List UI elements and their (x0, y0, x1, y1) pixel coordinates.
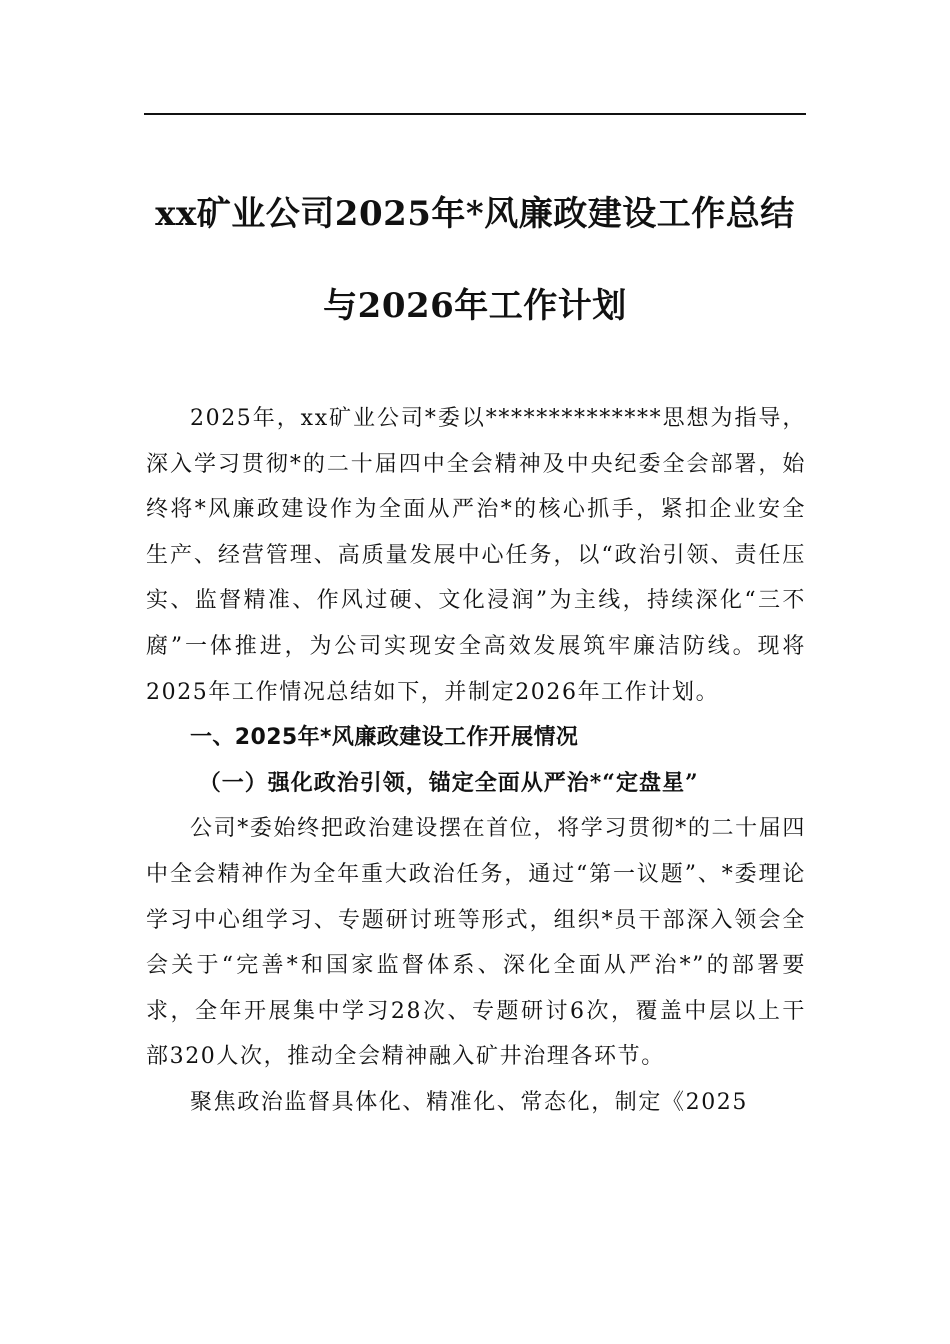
body-paragraph-2: 聚焦政治监督具体化、精准化、常态化，制定《2025 (190, 1089, 748, 1115)
header-rule (144, 113, 806, 115)
subsection-heading-1: （一）强化政治引领，锚定全面从严治*“定盘星” (198, 769, 699, 796)
section-heading-1: 一、2025年*风廉政建设工作开展情况 (190, 725, 579, 751)
document-body (146, 396, 806, 1126)
body-paragraph-1: 公司*委始终把政治建设摆在首位，将学习贯彻*的二十届四中全会精神作为全年重大政治任务，通过“第一议题”、*委理论学习中心组学习、专题研讨班等形式，组织*员干部深入领会全会关于“完善*和国家监督体系、深化全面从严治*”的部署要求，全年开展集中学习28次、专题研讨6次，覆盖中层以上干部320人次，推动全会精神融入矿井治理各环节。 (146, 816, 806, 1070)
intro-paragraph: 2025年，xx矿业公司*委以**************思想为指导，深入学习贯彻*的二十届四中全会精神及中央纪委全会部署，始终将*风廉政建设作为全面从严治*的核心抓手，紧扣企业安全生产、经营管理、高质量发展中心任务，以“政治引领、责任压实、监督精准、作风过硬、文化浸润”为主线，持续深化“三不腐”一体推进，为公司实现安全高效发展筑牢廉洁防线。现将2025年工作情况总结如下，并制定2026年工作计划。 (146, 406, 806, 705)
document-title (120, 168, 830, 352)
title-line-2: 与2026年工作计划 (323, 286, 627, 326)
title-line-1: xx矿业公司2025年*风廉政建设工作总结 (155, 194, 795, 234)
